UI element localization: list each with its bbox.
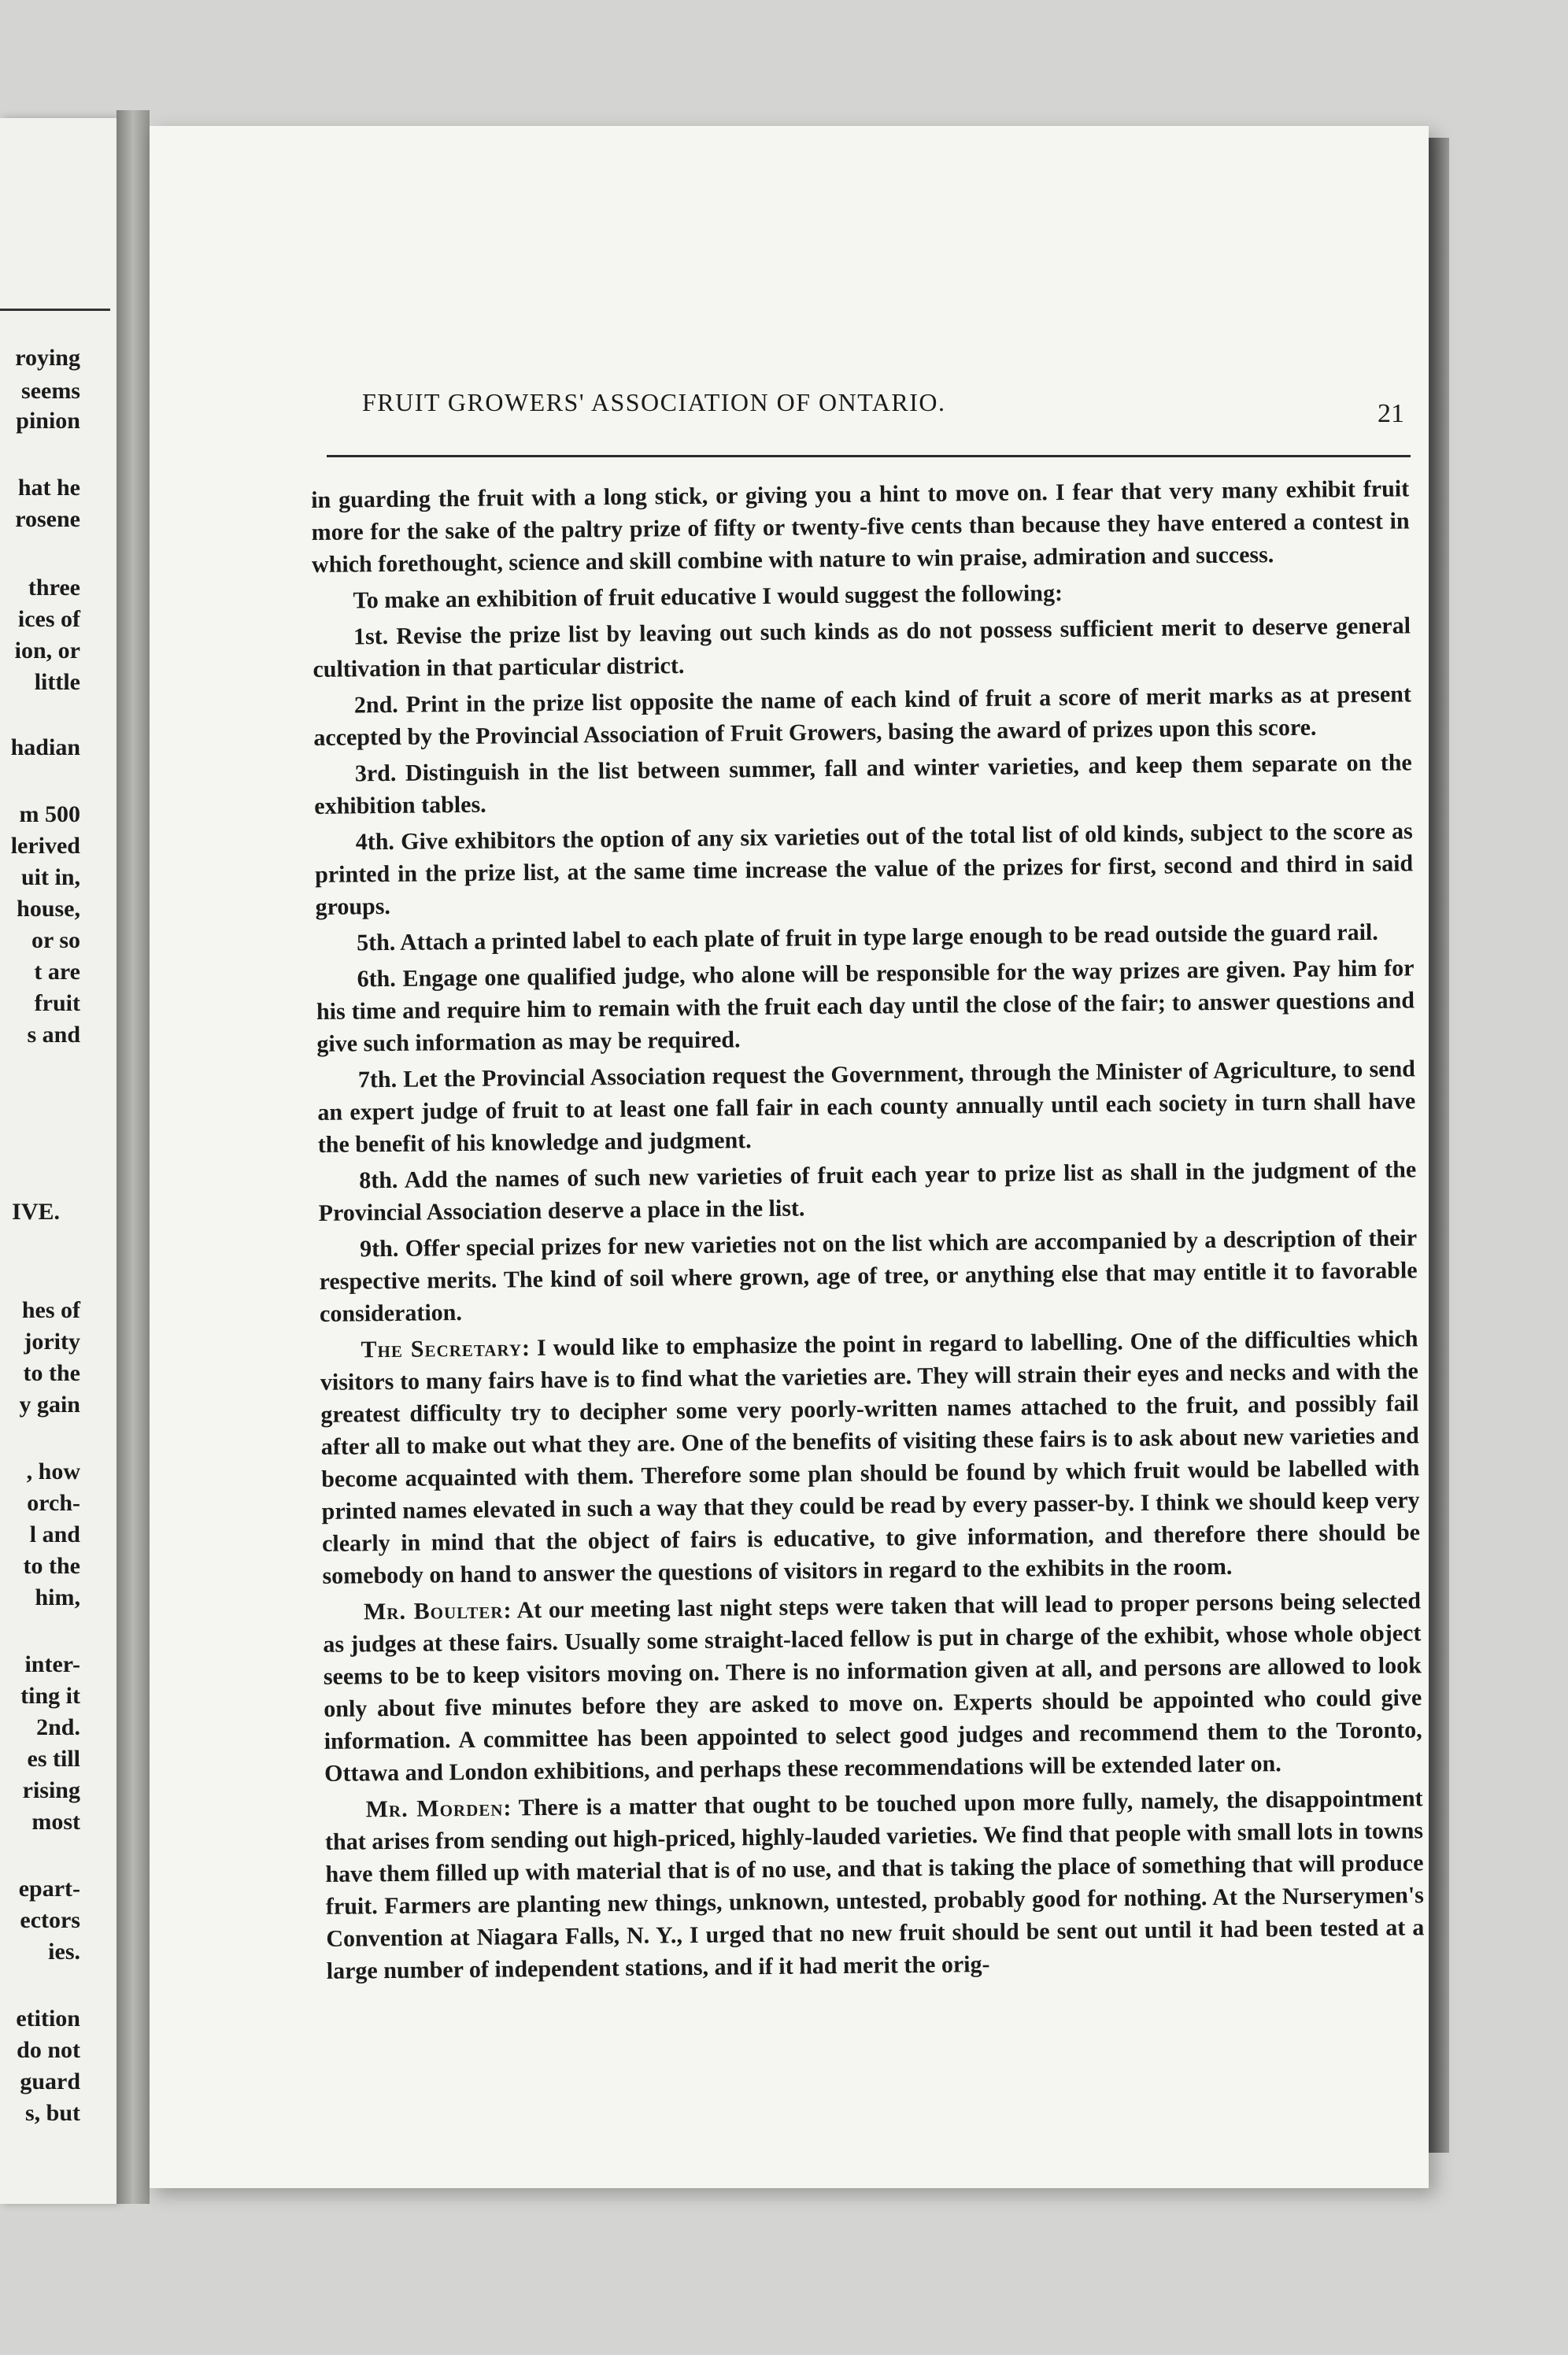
left-fragment: 2nd. xyxy=(36,1714,80,1740)
left-fragment: roying xyxy=(15,345,80,371)
speech-paragraph xyxy=(324,1782,1424,1987)
left-fragment: y gain xyxy=(19,1392,80,1418)
left-fragment: orch- xyxy=(27,1490,80,1516)
paragraph: 6th. Engage one qualified judge, who alone will be responsible for the way prizes are given. Pay him for his time and require him to remain with the fruit each day until the close of the fair; to answer questions and give such information as may be required. xyxy=(316,955,1415,1057)
left-fragment: m 500 xyxy=(19,801,80,827)
left-fragment: most xyxy=(31,1809,80,1835)
left-fragment: uit in, xyxy=(20,864,80,890)
paragraph: 9th. Offer special prizes for new varieties not on the list which are accompanied by a description of their respective merits. The kind of soil where grown, age of tree, or anything else that may entitle it to favorable consideration. xyxy=(319,1225,1418,1327)
left-fragment: seems xyxy=(21,378,80,404)
left-fragment: t are xyxy=(34,959,80,985)
left-fragment: or so xyxy=(31,927,80,953)
left-fragment: s, but xyxy=(24,2100,80,2126)
left-fragment: rising xyxy=(22,1777,80,1803)
speech-text: : I would like to emphasize the point in regard to labelling. One of the difficulties which visitors to many fairs have is to find what the varieties are. They will strain their eyes and necks and with the greatest difficulty try to decipher some very poorly-written names attached to the fruit, and possibly fail after all to make out what they are. One of the benefits of visiting these fairs is to ask about new varieties and become acquainted with them. Therefore some plan should be found by which fruit would be labelled with printed names elevated in such a way that they could be read by every passer-by. I think we should keep very clearly in mind that the object of fairs is educative, to give information, and therefore there should be somebody on hand to answer the questions of visitors in regard to the exhibits in the room. xyxy=(320,1325,1421,1589)
running-head: FRUIT GROWERS' ASSOCIATION OF ONTARIO. xyxy=(362,388,946,416)
left-section-heading: IVE. xyxy=(12,1199,60,1225)
page-edge-shadow xyxy=(1429,138,1449,2153)
paragraph: 7th. Let the Provincial Association request the Government, through the Minister of Agriculture, to send an expert judge of fruit to at least one fall fair in each county annually until each society in turn shall have the benefit of his knowledge and judgment. xyxy=(317,1055,1416,1158)
speaker-name: Mr. Morden xyxy=(365,1795,504,1823)
left-fragment: hadian xyxy=(10,734,80,760)
left-fragment: l and xyxy=(29,1521,80,1547)
paragraph: 2nd. Print in the prize list opposite the name of each kind of fruit a score of merit marks as at present accepted by the Provincial Association of Fruit Growers, basing the award of prizes upon this score. xyxy=(313,681,1412,751)
speech-paragraph xyxy=(320,1322,1420,1592)
left-fragment: little xyxy=(34,669,80,695)
speech-paragraph xyxy=(323,1584,1422,1790)
paragraph: in guarding the fruit with a long stick, or giving you a hint to move on. I fear that very many exhibit fruit more for the sake of the paltry prize of fifty or twenty-five cents than because they have entered a contest in which forethought, science and skill combine with nature to win praise, admiration and success. xyxy=(311,475,1410,578)
left-fragment: fruit xyxy=(34,990,80,1016)
left-fragment: ectors xyxy=(20,1907,80,1933)
speaker-name: The Secretary xyxy=(361,1335,523,1363)
left-fragment: epart- xyxy=(18,1876,80,1902)
left-fragment: etition xyxy=(16,2006,80,2032)
left-fragment: s and xyxy=(27,1022,80,1048)
speech-text: : At our meeting last night steps were taken that will lead to proper persons being selected as judges at these fairs. Usually some straight-laced fellow is put in charge of the exhibit, whose whole object seems to be to keep visitors moving on. There is no information given at all, and persons are allowed to look only about five minutes before they are asked to move on. Experts should be appointed who could give information. A committee has been appointed to select good judges and recommend them to the Toronto, Ottawa and London exhibitions, and perhaps these recommendations will be extended later on. xyxy=(323,1588,1422,1787)
left-page-rule xyxy=(0,309,110,311)
page-number: 21 xyxy=(1378,399,1404,428)
speech-text: : There is a matter that ought to be touched upon more fully, namely, the disappointment that arises from sending out high-priced, highly-lauded varieties. We find that people with small lots in towns have them filled up with material that is of no use, and that is taking the place of something that will produce fruit. Farmers are planting new things, unknown, untested, probably good for nothing. At the Nurserymen's Convention at Niagara Falls, N. Y., I urged that no new fruit should be sent out until it had been tested at a large number of independent stations, and if it had merit the orig- xyxy=(324,1785,1425,1984)
left-fragment: to the xyxy=(23,1360,80,1386)
left-fragment: inter- xyxy=(24,1651,80,1677)
header-rule xyxy=(327,455,1411,457)
left-fragment: to the xyxy=(23,1553,80,1579)
left-fragment: guard xyxy=(20,2068,80,2094)
left-fragment: do not xyxy=(17,2037,80,2063)
left-fragment: ies. xyxy=(48,1939,80,1965)
left-fragment: es till xyxy=(27,1746,80,1772)
left-fragment: ion, or xyxy=(14,638,80,664)
paragraph: 4th. Give exhibitors the option of any six varieties out of the total list of old kinds, subject to the score as printed in the prize list, at the same time increase the value of the prizes for first, second and third in said groups. xyxy=(315,818,1414,920)
left-fragment: , how xyxy=(26,1458,80,1484)
paragraph: 3rd. Distinguish in the list between summer, fall and winter varieties, and keep them separate on the exhibition tables. xyxy=(314,749,1412,819)
left-fragment: rosene xyxy=(15,506,80,532)
right-page xyxy=(150,126,1429,2188)
left-fragment: ices of xyxy=(17,606,80,632)
left-fragment: hes of xyxy=(21,1297,80,1323)
left-page-edge xyxy=(0,118,116,2204)
left-fragment: pinion xyxy=(16,408,80,434)
body-text xyxy=(311,472,1425,1991)
left-fragment: lerived xyxy=(10,833,80,859)
paragraph: 8th. Add the names of such new varieties of fruit each year to prize list as shall in the judgment of the Provincial Association deserve a place in the list. xyxy=(318,1156,1417,1226)
left-fragment: house, xyxy=(17,896,80,922)
speaker-name: Mr. Boulter xyxy=(363,1597,504,1625)
paragraph: To make an exhibition of fruit educative I would suggest the following: xyxy=(353,580,1063,614)
book-gutter xyxy=(116,110,150,2204)
paragraph: 1st. Revise the prize list by leaving out such kinds as do not possess sufficient merit to deserve general cultivation in that particular district. xyxy=(312,612,1411,682)
left-fragment: three xyxy=(28,575,80,601)
paragraph: 5th. Attach a printed label to each plate of fruit in type large enough to be read outside the guard rail. xyxy=(356,919,1378,956)
left-fragment: ting it xyxy=(20,1683,80,1709)
left-fragment: jority xyxy=(24,1329,80,1355)
left-fragment: him, xyxy=(35,1584,80,1610)
left-fragment: hat he xyxy=(17,475,80,501)
